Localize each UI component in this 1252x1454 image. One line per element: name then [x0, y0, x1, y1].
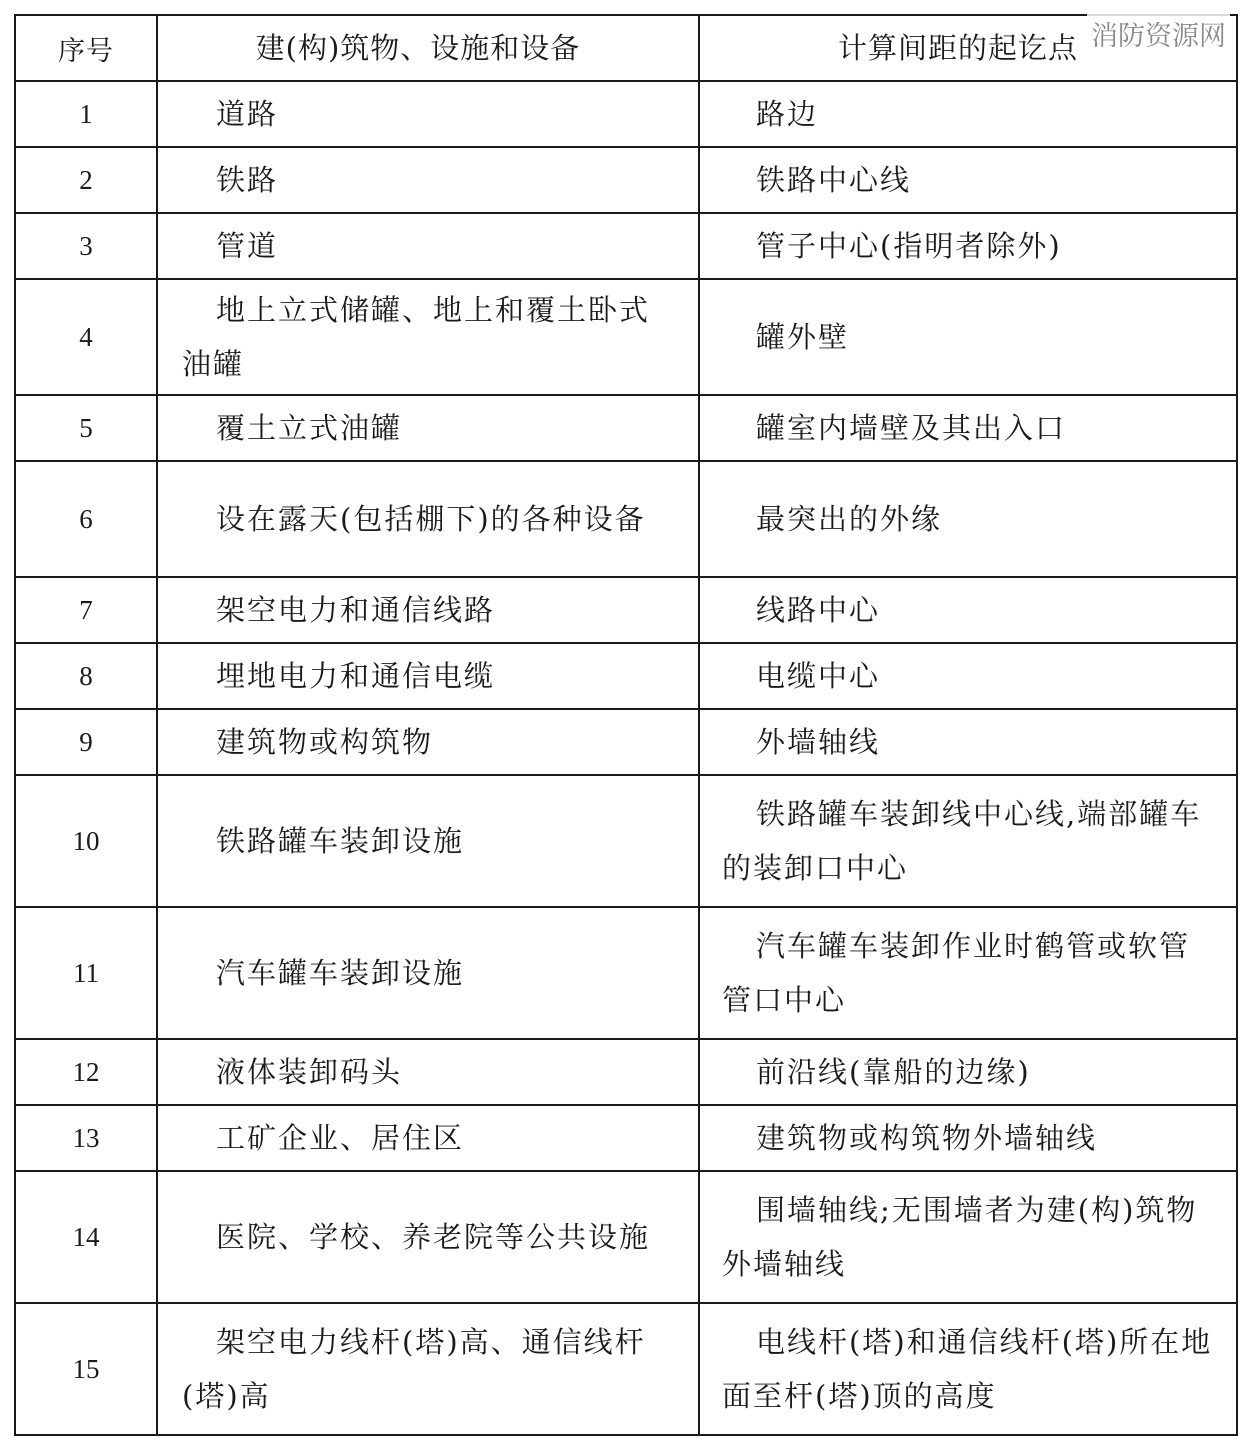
header-start-end-point: 计算间距的起讫点 [699, 15, 1237, 81]
row-start-end-point: 线路中心 [699, 577, 1237, 643]
row-facility: 覆土立式油罐 [157, 395, 699, 461]
table-row [15, 147, 1237, 213]
row-facility: 埋地电力和通信电缆 [157, 643, 699, 709]
table-row [15, 1303, 1237, 1435]
row-serial-number: 7 [15, 577, 157, 643]
row-serial-number: 9 [15, 709, 157, 775]
table-row [15, 81, 1237, 147]
row-start-end-point: 汽车罐车装卸作业时鹤管或软管管口中心 [699, 907, 1237, 1039]
row-start-end-point: 罐外壁 [699, 279, 1237, 395]
row-serial-number: 4 [15, 279, 157, 395]
row-facility: 建筑物或构筑物 [157, 709, 699, 775]
table-row [15, 709, 1237, 775]
row-serial-number: 10 [15, 775, 157, 907]
table-row [15, 643, 1237, 709]
table-row [15, 1105, 1237, 1171]
row-serial-number: 12 [15, 1039, 157, 1105]
table-row [15, 395, 1237, 461]
row-facility: 铁路罐车装卸设施 [157, 775, 699, 907]
table-row [15, 279, 1237, 395]
row-facility: 地上立式储罐、地上和覆土卧式油罐 [157, 279, 699, 395]
row-start-end-point: 铁路中心线 [699, 147, 1237, 213]
row-serial-number: 13 [15, 1105, 157, 1171]
row-start-end-point: 铁路罐车装卸线中心线,端部罐车的装卸口中心 [699, 775, 1237, 907]
row-start-end-point: 电缆中心 [699, 643, 1237, 709]
row-facility: 医院、学校、养老院等公共设施 [157, 1171, 699, 1303]
row-facility: 设在露天(包括棚下)的各种设备 [157, 461, 699, 577]
row-start-end-point: 罐室内墙壁及其出入口 [699, 395, 1237, 461]
header-serial-number: 序号 [15, 15, 157, 81]
table-row [15, 213, 1237, 279]
row-facility: 汽车罐车装卸设施 [157, 907, 699, 1039]
row-serial-number: 2 [15, 147, 157, 213]
row-start-end-point: 建筑物或构筑物外墙轴线 [699, 1105, 1237, 1171]
table-row [15, 577, 1237, 643]
header-facility: 建(构)筑物、设施和设备 [157, 15, 699, 81]
row-serial-number: 8 [15, 643, 157, 709]
row-start-end-point: 最突出的外缘 [699, 461, 1237, 577]
table-row [15, 907, 1237, 1039]
row-facility: 架空电力线杆(塔)高、通信线杆(塔)高 [157, 1303, 699, 1435]
row-serial-number: 3 [15, 213, 157, 279]
row-facility: 道路 [157, 81, 699, 147]
table-row [15, 1039, 1237, 1105]
table-header-row [15, 15, 1237, 81]
row-facility: 液体装卸码头 [157, 1039, 699, 1105]
table-row [15, 775, 1237, 907]
row-facility: 铁路 [157, 147, 699, 213]
table-row [15, 1171, 1237, 1303]
row-serial-number: 15 [15, 1303, 157, 1435]
row-facility: 架空电力和通信线路 [157, 577, 699, 643]
row-serial-number: 1 [15, 81, 157, 147]
row-start-end-point: 管子中心(指明者除外) [699, 213, 1237, 279]
row-facility: 管道 [157, 213, 699, 279]
table-body [15, 81, 1237, 1435]
row-serial-number: 5 [15, 395, 157, 461]
row-start-end-point: 前沿线(靠船的边缘) [699, 1039, 1237, 1105]
distance-reference-table [14, 14, 1238, 1436]
row-serial-number: 6 [15, 461, 157, 577]
row-serial-number: 14 [15, 1171, 157, 1303]
row-start-end-point: 外墙轴线 [699, 709, 1237, 775]
table-row [15, 461, 1237, 577]
row-serial-number: 11 [15, 907, 157, 1039]
watermark: 消防资源网 [1087, 14, 1230, 53]
row-start-end-point: 围墙轴线;无围墙者为建(构)筑物外墙轴线 [699, 1171, 1237, 1303]
row-facility: 工矿企业、居住区 [157, 1105, 699, 1171]
row-start-end-point: 电线杆(塔)和通信线杆(塔)所在地面至杆(塔)顶的高度 [699, 1303, 1237, 1435]
row-start-end-point: 路边 [699, 81, 1237, 147]
